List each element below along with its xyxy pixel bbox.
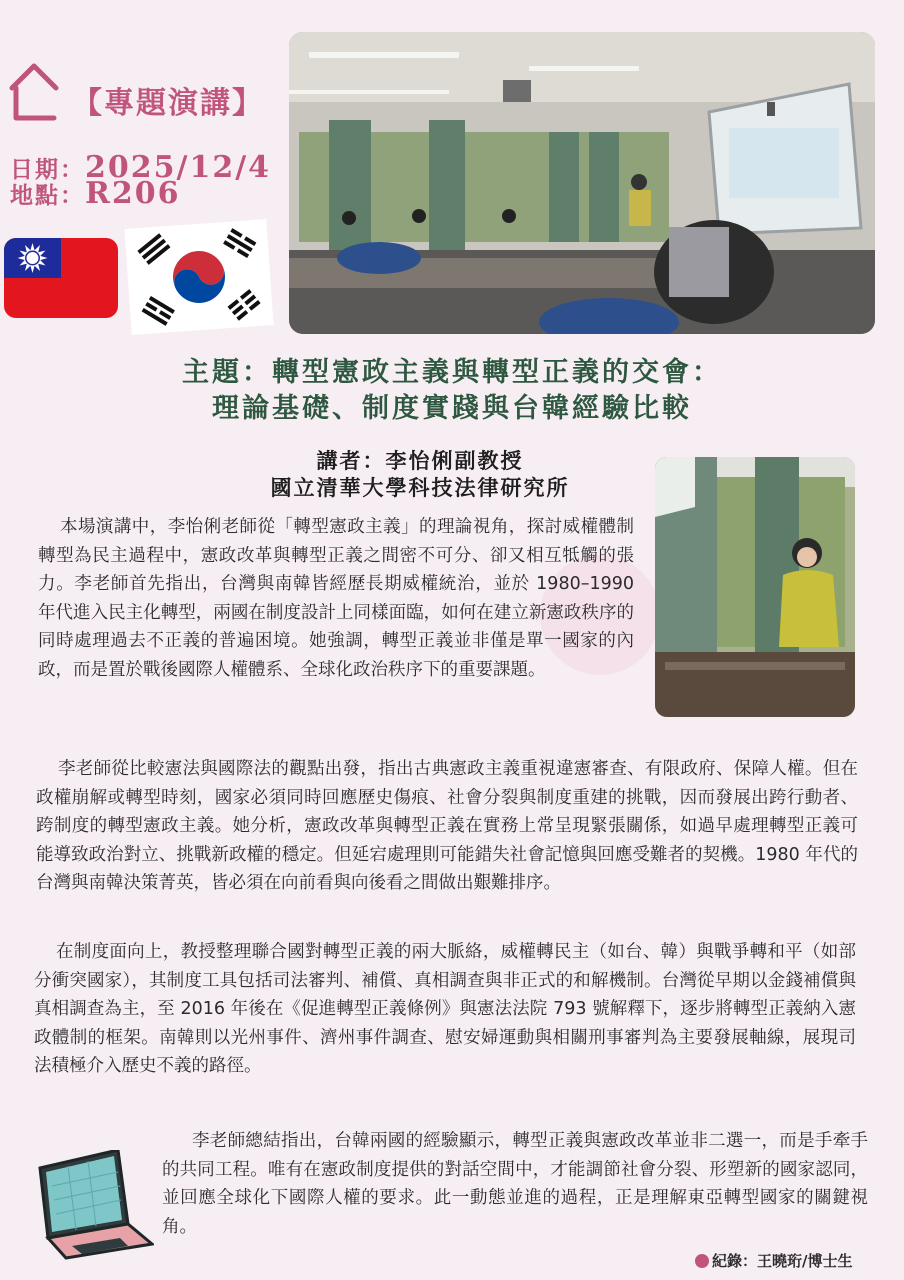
laptop-icon <box>32 1150 154 1260</box>
topic-title-line1: 主題：轉型憲政主義與轉型正義的交會： <box>182 357 722 388</box>
topic-title-line2: 理論基礎、制度實踐與台韓經驗比較 <box>212 393 692 424</box>
taiwan-flag <box>4 238 118 318</box>
paragraph-1: 本場演講中，李怡俐老師從「轉型憲政主義」的理論視角，探討威權體制轉型為民主過程中，憲政改革與轉型正義之間密不可分、卻又相互牴觸的張力。李老師首先指出，台灣與南韓皆經歷長期威權統治，並於 1980–1990 年代進入民主化轉型，兩國在制度設計上同樣面臨，如何在建立新憲政秩序的同時處理過去不正義的普遍困境。她強調，轉型正義並非僅是單一國家的內政，而是置於戰後國際人權體系、全球化政治秩序下的重要課題。 <box>38 517 634 680</box>
paragraph-4: 李老師總結指出，台韓兩國的經驗顯示，轉型正義與憲政改革並非二選一，而是手牽手的共同工程。唯有在憲政制度提供的對話空間中，才能調節社會分裂、形塑新的國家認同，並回應全球化下國際人權的要求。此一動態並進的過程，正是理解東亞轉型國家的關鍵視角。 <box>162 1131 868 1237</box>
location-pin-icon <box>695 1254 709 1268</box>
credit-text: 紀錄：王曉珩/博士生 <box>712 1252 853 1270</box>
korea-flag <box>124 219 273 335</box>
white-sun-icon <box>4 238 61 278</box>
paragraph-3: 在制度面向上，教授整理聯合國對轉型正義的兩大脈絡，威權轉民主（如台、韓）與戰爭轉和平（如部分衝突國家），其制度工具包括司法審判、補償、真相調查與非正式的和解機制。台灣從早期以金錢補償與真相調查為主，至 2016 年後在《促進轉型正義條例》與憲法法院 793 號解釋下，逐步將轉型正義納入憲政體制的框架。南韓則以光州事件、濟州事件調查、慰安婦運動與相關刑事審判為主要發展軸線，展現司法積極介入歷史不義的路徑。 <box>34 942 856 1076</box>
event-place <box>10 176 181 211</box>
place-label: 地點： <box>10 183 85 209</box>
speaker-affiliation: 國立清華大學科技法律研究所 <box>270 476 570 500</box>
credit-line <box>695 1250 852 1271</box>
date-label: 日期： <box>10 157 85 183</box>
place-value: R206 <box>85 176 181 211</box>
paragraph-2: 李老師從比較憲法與國際法的觀點出發，指出古典憲政主義重視違憲審查、有限政府、保障人權。但在政權崩解或轉型時刻，國家必須同時回應歷史傷痕、社會分裂與制度重建的挑戰，因而發展出跨行動者、跨制度的轉型憲政主義。她分析，憲政改革與轉型正義在實務上常呈現緊張關係，如過早處理轉型正義可能導致政治對立、挑戰新政權的穩定。但延宕處理則可能錯失社會記憶與回應受難者的契機。1980 年代的台灣與南韓決策菁英，皆必須在向前看與向後看之間做出艱難排序。 <box>36 759 858 893</box>
speaker-name: 講者：李怡俐副教授 <box>316 449 524 473</box>
speaker-photo <box>655 457 855 717</box>
home-icon <box>8 62 60 122</box>
date-value: 2025/12/4 <box>85 150 272 185</box>
section-tag: 【專題演講】 <box>72 86 264 121</box>
seminar-photo <box>289 32 875 334</box>
